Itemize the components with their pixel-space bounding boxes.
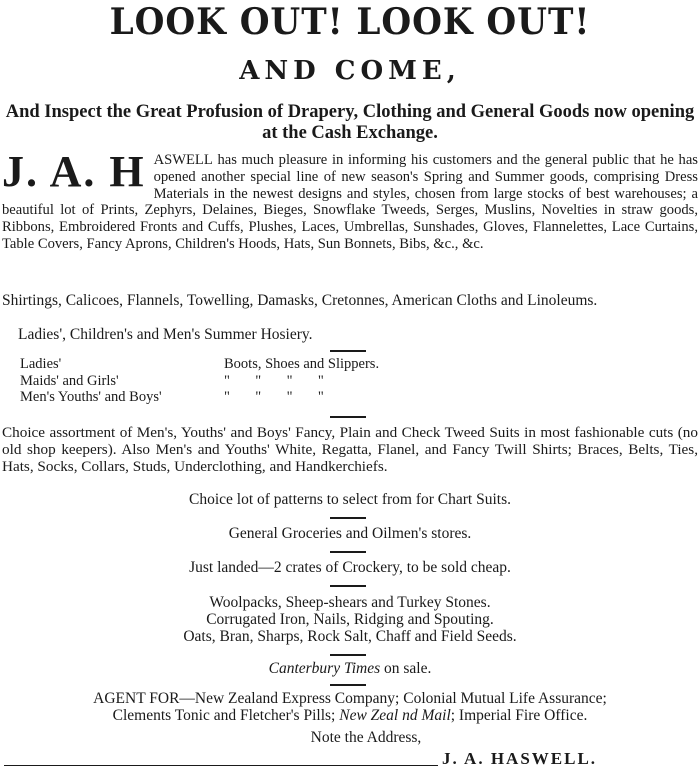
headline: LOOK OUT! LOOK OUT!	[109, 1, 591, 43]
body-paragraph	[2, 147, 698, 253]
signature: J. A. HASWELL.	[442, 749, 598, 768]
woolpacks-line: Woolpacks, Sheep-shears and Turkey Stones.	[209, 594, 491, 611]
divider-rule	[330, 684, 366, 686]
footwear-category: Men's Youths' and Boys'	[20, 389, 162, 405]
divider-rule	[330, 517, 366, 519]
footwear-row	[20, 389, 379, 406]
footwear-items: " " " "	[224, 389, 324, 405]
iron-line: Corrugated Iron, Nails, Ridging and Spouting.	[206, 611, 494, 628]
shirtings-line: Shirtings, Calicoes, Flannels, Towelling, Damasks, Cretonnes, American Cloths and Linoleums.	[2, 292, 598, 309]
note-address: Note the Address,	[310, 729, 422, 746]
name-continuation: ASWELL	[153, 152, 213, 168]
agent-block	[0, 690, 700, 724]
hosiery-line: Ladies', Children's and Men's Summer Hosiery.	[18, 326, 313, 343]
groceries-line: General Groceries and Oilmen's stores.	[228, 525, 472, 542]
divider-rule	[330, 585, 366, 587]
agent-line-2: Clements Tonic and Fletcher's Pills; New Zeal nd Mail; Imperial Fire Office.	[112, 707, 588, 724]
footer-rule	[4, 765, 438, 766]
intro-paragraph: And Inspect the Great Profusion of Drapery, Clothing and General Goods now opening at the Cash Exchange.	[5, 102, 695, 143]
drop-cap: J. A. H	[2, 147, 146, 196]
footwear-category: Ladies'	[20, 356, 62, 372]
times-line: Canterbury Times on sale.	[268, 660, 432, 677]
agent-line-1: AGENT FOR—New Zealand Express Company; Colonial Mutual Life Assurance;	[93, 690, 607, 707]
oats-line: Oats, Bran, Sharps, Rock Salt, Chaff and Field Seeds.	[183, 628, 517, 645]
footwear-row	[20, 356, 379, 373]
crockery-line: Just landed—2 crates of Crockery, to be sold cheap.	[189, 559, 511, 576]
divider-rule	[330, 654, 366, 656]
clothing-paragraph: Choice assortment of Men's, Youths' and Boys' Fancy, Plain and Check Tweed Suits in most fashionable cuts (no old shop keepers). Also Men's and Youths' White, Regatta, Flanel, and Fancy Twill Shirts; Braces, Belts, Ties, Hats, Socks, Collars, Studs, Underclothing, and Handkerchiefs.	[2, 424, 698, 475]
newspaper-title: Canterbury Times	[268, 660, 381, 677]
footwear-items: Boots, Shoes and Slippers.	[224, 356, 380, 372]
divider-rule	[330, 416, 366, 418]
divider-rule	[330, 551, 366, 553]
patterns-line: Choice lot of patterns to select from for Chart Suits.	[189, 491, 511, 508]
body-text: has much pleasure in informing his customers and the general public that he has opened another special line of new season's Spring and Summer goods, comprising Dress Materials in the newest designs and styles, chosen from large stocks of best warehouses; a beautiful lot of Prints, Zephyrs, Delaines, Bieges, Snowflake Tweeds, Serges, Muslins, Novelties in straw goods, Ribbons, Embroidered Fronts and Cuffs, Plushes, Laces, Umbrellas, Sunshades, Gloves, Flannelettes, Lace Curtains, Table Covers, Fancy Aprons, Children's Hoods, Hats, Sun Bonnets, Bibs, &c., &c.	[2, 152, 698, 252]
divider-rule	[330, 350, 366, 352]
footwear-category: Maids' and Girls'	[20, 372, 119, 389]
footwear-items: " " " "	[224, 372, 324, 389]
footwear-row	[20, 373, 379, 390]
subheadline: AND COME,	[239, 56, 461, 86]
footwear-list	[20, 356, 379, 406]
